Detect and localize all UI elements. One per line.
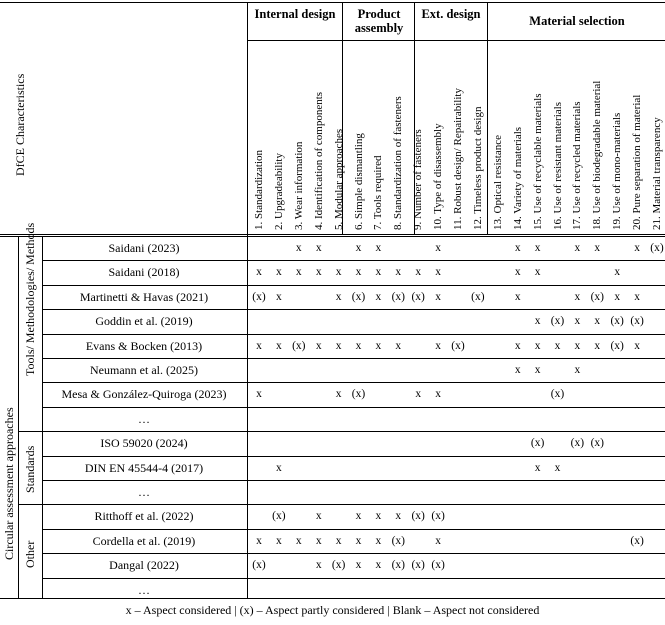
table-cell: (x) (431, 510, 445, 523)
table-cell: x (594, 339, 601, 352)
table-cell: (x) (550, 388, 565, 401)
row-label: … (138, 582, 150, 597)
group-internal-design: Internal design (254, 7, 336, 21)
table-cell: x (435, 242, 441, 254)
row-label: Goddin et al. (2019) (95, 314, 193, 329)
row-label: Saidani (2018) (108, 265, 180, 280)
table-cell: x (574, 315, 581, 328)
table-cell: x (295, 534, 302, 547)
table-cell: x (315, 559, 322, 572)
table-cell: x (554, 461, 561, 474)
column-header: 4. Identification of components (312, 91, 325, 230)
table-cell: x (435, 339, 441, 352)
column-header: 17. Use of recycled materials (571, 101, 584, 230)
table-cell: (x) (471, 290, 485, 303)
column-header: 11. Robust design/ Repairability (452, 88, 464, 230)
table-cell: x (634, 339, 640, 352)
table-cell: x (355, 559, 362, 572)
table-cell: x (375, 290, 382, 303)
table-cell: x (335, 534, 342, 547)
table-cell: x (395, 510, 402, 523)
table-cell: x (375, 534, 382, 547)
table-cell: x (315, 510, 322, 523)
table-cell: x (435, 290, 441, 303)
table-cell: x (514, 242, 521, 254)
table-cell: (x) (272, 510, 286, 523)
category-separator (18, 504, 42, 505)
row-label: … (138, 485, 150, 499)
column-header: 1. Standardization (253, 149, 265, 230)
table-cell: (x) (610, 339, 624, 352)
table-cell: x (276, 266, 282, 279)
table-cell: x (335, 339, 342, 352)
category-standards: Standards (23, 445, 37, 493)
column-header: 8. Standardization of fasteners (392, 96, 405, 230)
table-cell: x (335, 290, 342, 303)
table-cell: x (335, 266, 342, 279)
group-divider-3 (487, 2, 488, 234)
column-header: 14. Variety of materials (511, 126, 524, 230)
table-cell: x (534, 266, 541, 279)
table-cell: x (574, 339, 581, 352)
table-cell: (x) (292, 339, 306, 352)
column-header: 15. Use of recyclable materials (531, 93, 544, 230)
table-cell: x (514, 339, 521, 352)
table-cell: x (594, 315, 601, 328)
column-header: 2. Upgradeability (272, 153, 285, 230)
table-cell: (x) (391, 290, 405, 303)
side-label: Circular assessment approaches (2, 407, 16, 560)
table-cell: x (276, 534, 282, 547)
row-label: Ritthoff et al. (2022) (94, 509, 194, 524)
table-cell: x (295, 266, 302, 279)
table-cell: x (435, 388, 441, 401)
group-product-assembly: Product assembly (354, 7, 404, 35)
table-cell: (x) (590, 437, 604, 450)
table-cell: x (256, 388, 262, 401)
table-cell: x (335, 388, 342, 401)
table-cell: x (315, 339, 322, 352)
column-header: 10. Type of disassembly (432, 123, 445, 230)
table-cell: x (256, 266, 262, 279)
table-cell: x (395, 266, 402, 279)
row-label: … (138, 411, 150, 426)
table-cell: x (395, 339, 402, 352)
column-header: 9. Number of fasteners (412, 129, 425, 230)
table-cell: (x) (411, 290, 425, 303)
table-cell: x (435, 266, 441, 279)
row-label: ISO 59020 (2024) (100, 436, 188, 451)
table-cell: (x) (630, 534, 644, 547)
column-header: 5. Modular approaches (332, 128, 345, 230)
table-cell: x (295, 242, 302, 254)
table-cell: (x) (351, 290, 366, 303)
row-label: Mesa & González-Quiroga (2023) (61, 387, 227, 402)
table-cell: (x) (451, 339, 465, 352)
column-header: 19. Use of mono-materials (611, 112, 624, 230)
table-cell: (x) (252, 290, 266, 303)
table-cell: x (534, 364, 541, 376)
row-label: Cordella et al. (2019) (92, 533, 196, 548)
table-cell: x (614, 266, 621, 279)
table-cell: x (614, 290, 621, 303)
table-cell: x (634, 290, 640, 303)
table-cell: x (554, 339, 561, 352)
table-cell: x (375, 242, 382, 254)
group-ext-design: Ext. design (421, 7, 481, 21)
top-rule (0, 2, 665, 3)
category-other: Other (23, 540, 37, 568)
column-header: 16. Use of resistant materials (551, 102, 564, 230)
table-cell: (x) (550, 315, 565, 328)
row-label: Saidani (2023) (108, 241, 180, 255)
table-cell: x (514, 364, 521, 376)
table-cell: x (276, 290, 282, 303)
category-divider (42, 236, 43, 598)
category-separator (18, 431, 42, 432)
table-cell: x (375, 339, 382, 352)
table-cell: x (315, 242, 322, 254)
column-header: 7. Tools required (372, 155, 385, 230)
table-cell: x (315, 266, 322, 279)
table-cell: x (415, 266, 422, 279)
legend: x – Aspect considered | (x) – Aspect partly considered | Blank – Aspect not considered (125, 603, 540, 617)
table-cell: x (355, 534, 362, 547)
table-cell: x (315, 534, 322, 547)
table-cell: x (276, 461, 282, 474)
table-cell: x (375, 510, 382, 523)
column-header: 12. Timeless product design (471, 106, 484, 230)
table-cell: (x) (431, 559, 445, 572)
table-cell: x (634, 242, 640, 254)
table-cell: (x) (252, 559, 266, 572)
table-cell: x (355, 242, 362, 254)
table-cell: x (534, 339, 541, 352)
table-cell: x (355, 266, 362, 279)
table-cell: x (574, 364, 581, 376)
table-cell: (x) (411, 559, 425, 572)
row-label: Dangal (2022) (109, 558, 179, 573)
column-header: 21. Material transparency (651, 117, 663, 230)
table-cell: x (534, 315, 541, 328)
table-cell: x (415, 388, 422, 401)
column-header: 20. Pure separation of material (631, 94, 644, 230)
table-cell: x (375, 266, 382, 279)
table-cell: (x) (331, 559, 346, 572)
table-cell: x (534, 242, 541, 254)
table-cell: x (256, 534, 262, 547)
table-cell: (x) (411, 510, 425, 523)
table-cell: x (514, 290, 521, 303)
table-cell: (x) (530, 437, 545, 450)
table-cell: x (435, 534, 441, 547)
table-cell: x (594, 242, 601, 254)
table-cell: x (514, 266, 521, 279)
table-cell: (x) (570, 437, 585, 450)
header-rule (0, 234, 665, 235)
table-cell: x (276, 339, 282, 352)
side-divider (18, 236, 19, 598)
table-cell: (x) (391, 559, 405, 572)
table-cell: x (256, 339, 262, 352)
table-cell: x (355, 339, 362, 352)
table-cell: x (574, 242, 581, 254)
group-material-selection: Material selection (529, 14, 625, 28)
group-rule (247, 40, 665, 41)
row-label: Martinetti & Havas (2021) (79, 289, 209, 304)
column-header: 6. Simple dismantling (352, 133, 365, 230)
table-cell: x (574, 290, 581, 303)
column-header: 13. Optical resistance (491, 135, 504, 230)
table-cell: (x) (391, 534, 405, 547)
table-cell: (x) (650, 242, 664, 254)
characteristics-title: DfCE Characteristics (13, 73, 27, 176)
row-label: Neumann et al. (2025) (90, 363, 198, 377)
table-cell: x (355, 510, 362, 523)
table-cell: x (375, 559, 382, 572)
table-cell: x (534, 461, 541, 474)
table-cell: (x) (610, 315, 624, 328)
table-cell: (x) (630, 315, 644, 328)
category-tools-methods: Tools/ Methodologies/ Methods (23, 222, 37, 376)
row-label: DIN EN 45544-4 (2017) (84, 460, 204, 475)
column-header: 18. Use of biodegradable material (591, 80, 604, 230)
table-cell: (x) (590, 290, 604, 303)
column-header: 3. Wear information (292, 141, 305, 230)
table-cell: (x) (351, 388, 366, 401)
row-label: Evans & Bocken (2013) (85, 338, 203, 353)
